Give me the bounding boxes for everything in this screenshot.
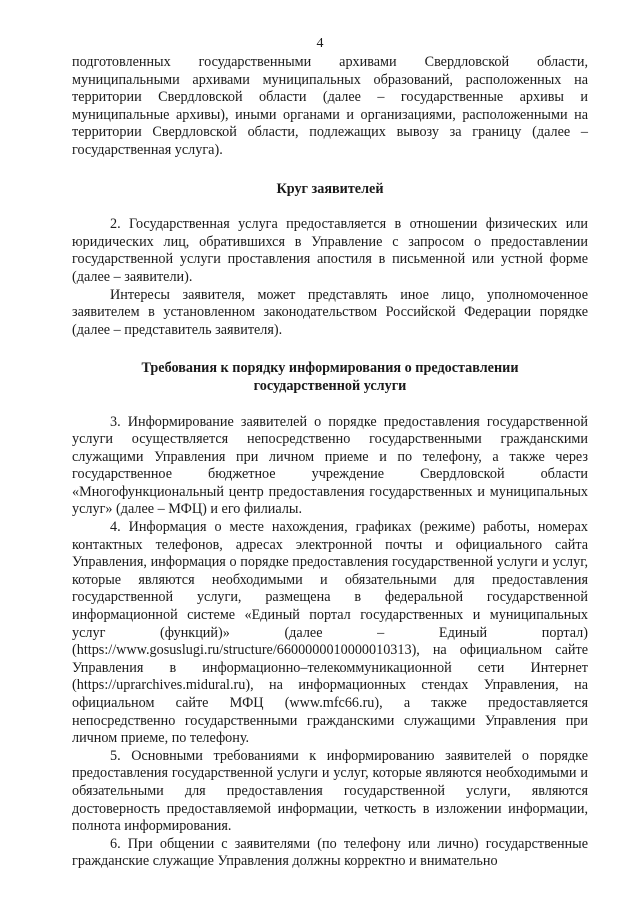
paragraph-2-representative: Интересы заявителя, может представлять иное лицо, уполномоченное заявителем в установленном законодательством Российской Федерации порядке (далее – представитель заявителя). — [72, 286, 588, 338]
paragraph-intro: подготовленных государственными архивами Свердловской области, муниципальными архивами муниципальных образований, расположенных на территории Свердловской области (далее – государственные архивы и муниципальные архивы), иными органами и организациями, расположенными на территории Свердловской области, подлежащих вывозу за границу (далее – государственная услуга). — [72, 54, 588, 158]
document-body — [72, 54, 588, 871]
paragraph-2: 2. Государственная услуга предоставляется в отношении физических или юридических лиц, обратившихся в Управление с запросом о предоставлении государственной услуги проставления апостиля в письменной или устной форме (далее – заявители). — [72, 216, 588, 285]
paragraph-4: 4. Информация о месте нахождения, графиках (режиме) работы, номерах контактных телефонов, адресах электронной почты и официального сайта Управления, информация о порядке предоставления государственной услуги и услуг, которые являются необходимыми и обязательными для предоставления государственной услуги, размещена в федеральной государственной информационной системе «Единый портал государственных и муниципальных услуг (функций)» (далее – Единый портал) (https://www.gosuslugi.ru/structure/6600000010000010313), на официальном сайте Управления в информационно–телекоммуникационной сети Интернет (https://uprarchives.midural.ru), на информационных стендах Управления, на официальном сайте МФЦ (www.mfc66.ru), а также предоставляется непосредственно государственными гражданскими служащими Управления при личном приеме, по телефону. — [72, 519, 588, 747]
spacer — [72, 160, 588, 181]
heading-information-requirements: Требования к порядку информирования о предоставлении государственной услуги — [141, 360, 519, 394]
heading-applicants: Круг заявителей — [276, 180, 384, 197]
spacer — [72, 198, 588, 216]
spacer — [72, 339, 588, 360]
paragraph-6: 6. При общении с заявителями (по телефону или лично) государственные гражданские служащие Управления должны корректно и внимательно — [72, 835, 588, 870]
page-number: 4 — [316, 36, 324, 51]
paragraph-5: 5. Основными требованиями к информированию заявителей о порядке предоставления государственной услуги и услуг, которые являются необходимыми и обязательными для предоставления государственной услуги, являются достоверность предоставляемой информации, четкость в изложении информации, полнота информирования. — [72, 747, 588, 835]
paragraph-3: 3. Информирование заявителей о порядке предоставления государственной услуги осуществляется непосредственно государственными гражданскими служащими Управления при личном приеме и по телефону, а также через государственное бюджетное учреждение Свердловской области «Многофункциональный центр предоставления государственных и муниципальных услуг» (далее – МФЦ) и его филиалы. — [72, 413, 588, 518]
spacer — [72, 396, 588, 414]
